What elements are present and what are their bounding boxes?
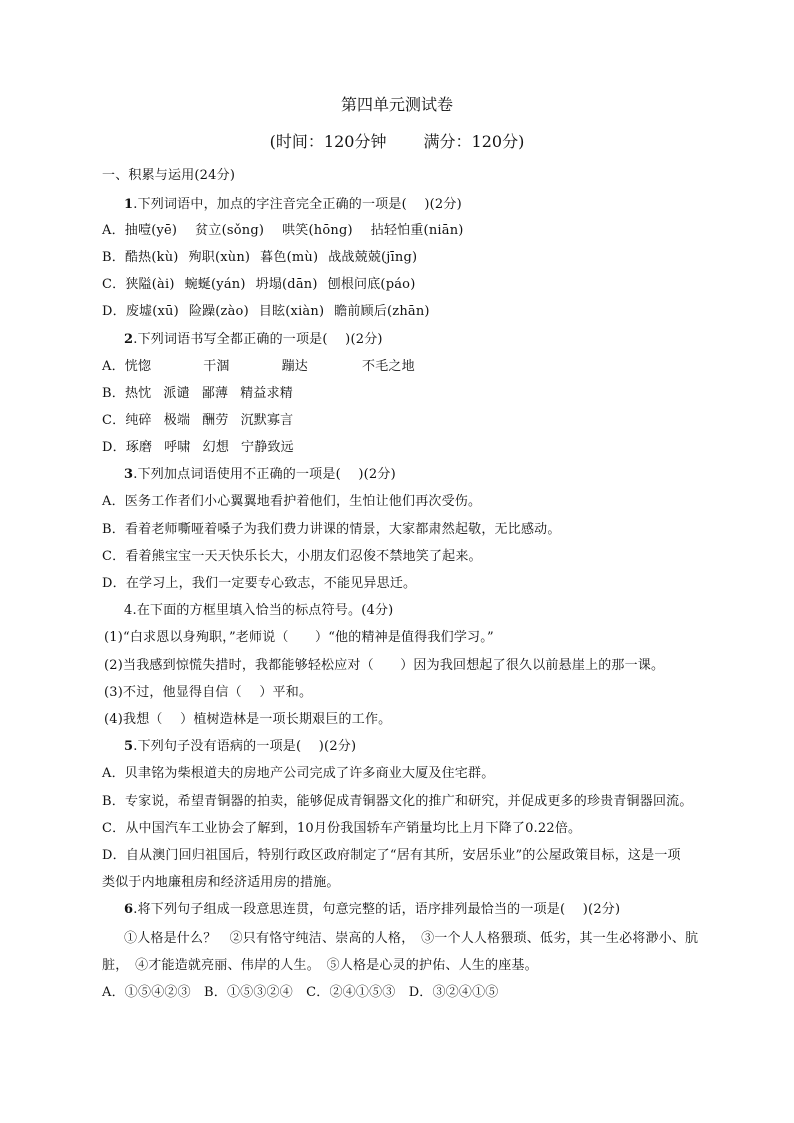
option-word: 鄙薄 — [201, 386, 229, 401]
option-word: C．纯碎 — [102, 413, 152, 428]
question-text: .在下面的方框里填入恰当的标点符号。(4分) — [132, 603, 394, 618]
option-word: 呼啸 — [164, 440, 191, 455]
question-5-option-d: D．自从澳门回归祖国后，特别行政区政府制定了“居有其所，安居乐业”的公屋政策目标，这是一项 — [102, 848, 681, 863]
question-2-stem — [124, 330, 383, 350]
option-word: A．恍惚 — [102, 359, 152, 374]
question-2-option-d — [102, 438, 294, 458]
question-1-stem — [124, 195, 462, 215]
option-word: 不毛之地 — [362, 359, 415, 374]
question-4-item-4: (4)我想（ ）植树造林是一项长期艰巨的工作。 — [104, 712, 392, 727]
question-number: 3 — [124, 467, 134, 482]
option-word: 沉默寡言 — [240, 413, 294, 428]
question-1-option-c — [102, 275, 415, 295]
question-4-item-3: (3)不过，他显得自信（ ）平和。 — [104, 685, 313, 700]
option-word: 幻想 — [202, 440, 230, 455]
question-4-item-1: (1)“白求恩以身殉职，”老师说（ ）“他的精神是值得我们学习。” — [104, 630, 494, 645]
option-word: 哄笑(hōng) — [282, 223, 353, 238]
option-word: D．琢磨 — [102, 440, 153, 455]
question-5-option-a: A．贝聿铭为柴根道夫的房地产公司完成了许多商业大厦及住宅群。 — [102, 766, 495, 781]
question-3-option-c: C．看着熊宝宝一天天快乐长大，小朋友们忍俊不禁地笑了起来。 — [102, 549, 482, 564]
option-word: B．酷热(kù) — [102, 250, 179, 265]
option-word: B．热忱 — [102, 386, 152, 401]
option-word: 极端 — [163, 413, 191, 428]
exam-subtitle: (时间：120分钟 满分：120分) — [269, 132, 525, 151]
question-2-option-a — [102, 357, 415, 377]
question-2-option-c — [102, 411, 293, 431]
option-word: 宁静致远 — [241, 440, 294, 455]
option-word: 蜿蜒(yán) — [184, 277, 246, 292]
question-2-option-b — [102, 384, 293, 404]
option-word: 瞻前顾后(zhān) — [334, 304, 430, 319]
question-text: .下列词语中，加点的字注音完全正确的一项是( )(2分) — [133, 197, 462, 212]
question-4-stem — [124, 601, 393, 621]
option-word: 贫立(sǒng) — [195, 223, 265, 238]
option-word: 蹦达 — [281, 359, 309, 374]
question-1-option-b — [102, 248, 417, 268]
option-word: A．抽噎(yē) — [102, 223, 178, 238]
option-word: 派谴 — [163, 386, 190, 401]
question-1-option-d — [102, 302, 430, 322]
question-text: .下列词语书写全都正确的一项是( )(2分) — [133, 332, 383, 347]
question-4-item-2: (2)当我感到惊慌失措时，我都能够轻松应对（ ）因为我回想起了很久以前悬崖上的那一课。 — [104, 658, 665, 673]
option-word: 拈轻怕重(niān) — [370, 223, 464, 238]
question-text: .下列句子没有语病的一项是( )(2分) — [133, 739, 357, 754]
question-5-option-c: C．从中国汽车工业协会了解到，10月份我国轿车产销量均比上月下降了0.22倍。 — [102, 821, 582, 836]
question-number: 5 — [124, 739, 134, 754]
question-3-stem — [124, 465, 396, 485]
question-5-stem — [124, 737, 356, 757]
option-word: 坍塌(dān) — [255, 277, 318, 292]
question-5-option-b: B．专家说，希望青铜器的拍卖，能够促成青铜器文化的推广和研究，并促成更多的珍贵青铜器回流。 — [102, 794, 693, 809]
question-number: 2 — [124, 332, 134, 347]
option-word: 目眩(xiàn) — [258, 304, 325, 319]
question-6-sentences-line-1: ①人格是什么？ ②只有恪守纯洁、崇高的人格， ③一个人人格猥琐、低劣，其一生必将渺小、肮 — [124, 931, 699, 946]
option-word: 暮色(mù) — [260, 250, 319, 265]
section-heading: 一、积累与运用(24分) — [102, 168, 236, 183]
question-text: .下列加点词语使用不正确的一项是( )(2分) — [133, 467, 396, 482]
option-word: D．废墟(xū) — [102, 304, 179, 319]
option-word: 殉职(xùn) — [188, 250, 251, 265]
question-text: .将下列句子组成一段意思连贯，句意完整的话，语序排列最恰当的一项是( )(2分) — [133, 902, 621, 917]
question-5-option-d-continued: 类似于内地廉租房和经济适用房的措施。 — [102, 875, 340, 890]
question-6-options: A．①⑤④②③ B．①⑤③②④ C．②④①⑤③ D．③②④①⑤ — [102, 985, 499, 1000]
question-number: 6 — [124, 902, 134, 917]
question-6-stem — [124, 900, 620, 920]
question-6-sentences-line-2: 脏， ④才能造就亮丽、伟岸的人生。 ⑤人格是心灵的护佑、人生的座基。 — [102, 958, 538, 973]
option-word: C．狭隘(ài) — [102, 277, 175, 292]
question-3-option-d: D．在学习上，我们一定要专心致志，不能见异思迁。 — [102, 576, 417, 591]
option-word: 刨根问底(páo) — [327, 277, 416, 292]
question-1-option-a — [102, 221, 464, 241]
option-word: 干涸 — [203, 359, 230, 374]
question-3-option-b: B．看着老师嘶哑着嗓子为我们费力讲课的情景，大家都肃然起敬，无比感动。 — [102, 522, 561, 537]
option-word: 战战兢兢(jīng) — [328, 250, 418, 265]
option-word: 精益求精 — [240, 386, 293, 401]
option-word: 酬劳 — [202, 413, 229, 428]
option-word: 险躁(zào) — [188, 304, 249, 319]
question-number: 4 — [124, 603, 133, 618]
question-3-option-a: A．医务工作者们小心翼翼地看护着他们，生怕让他们再次受伤。 — [102, 494, 482, 509]
question-number: 1 — [124, 197, 134, 212]
page-title: 第四单元测试卷 — [340, 95, 453, 114]
